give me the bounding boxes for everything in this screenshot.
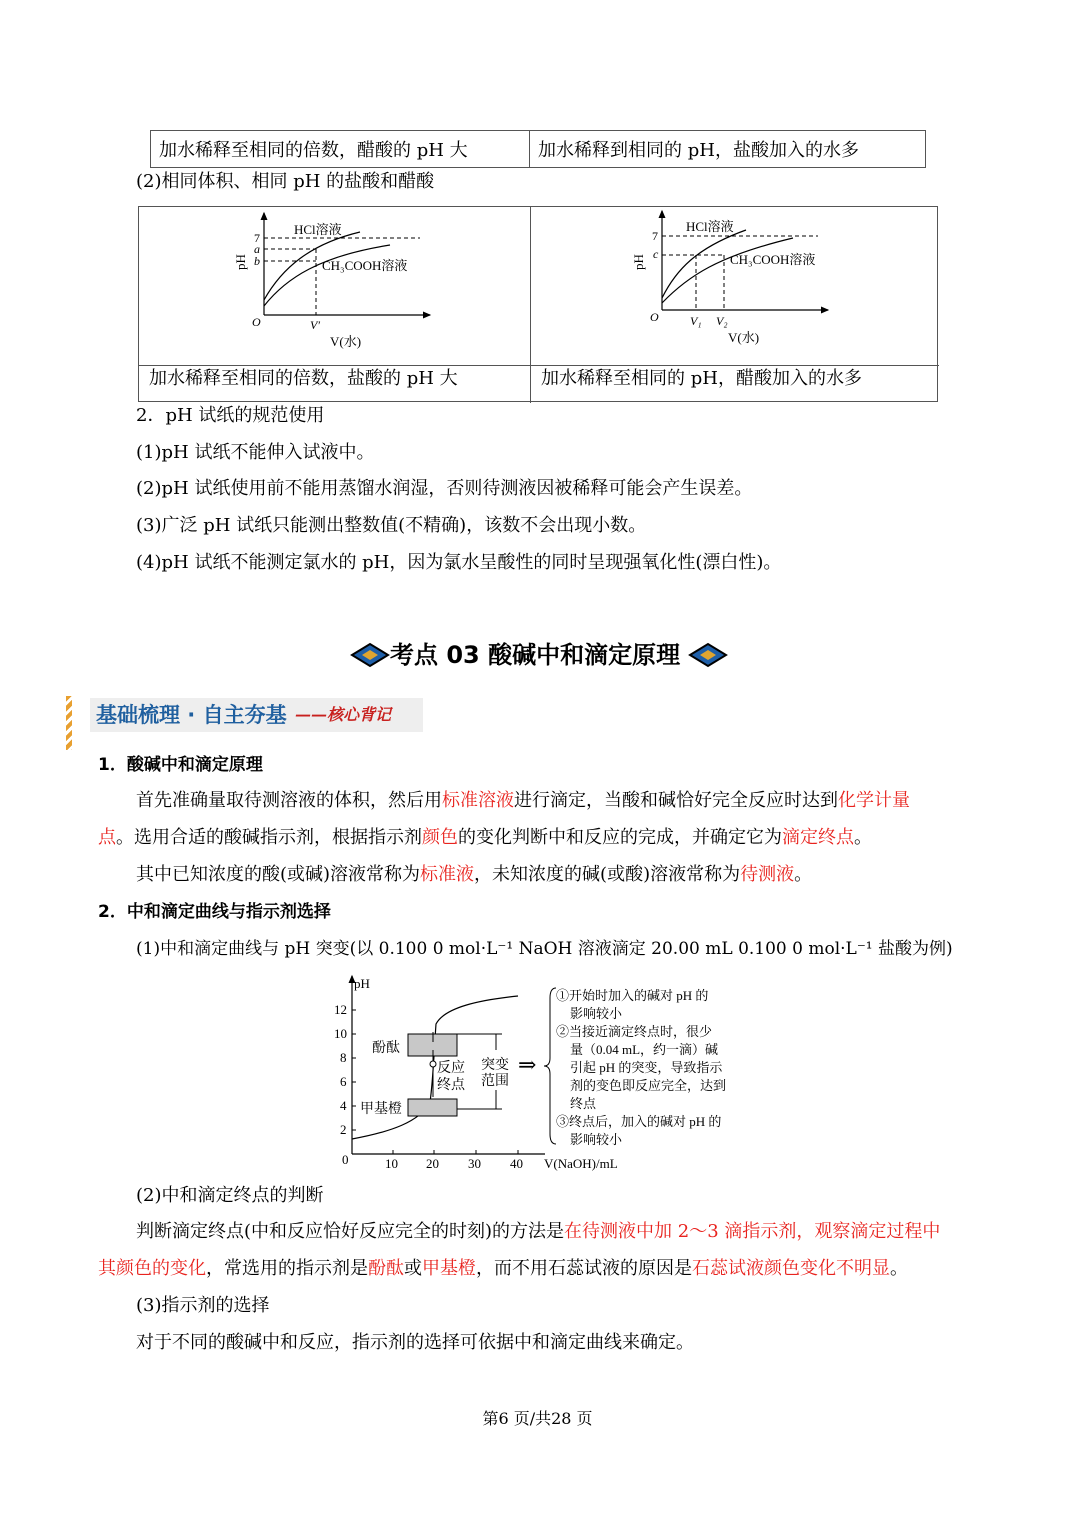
p2-sub1: (1)中和滴定曲线与 pH 突变(以 0.100 0 mol·L⁻¹ NaOH 溶液滴定 20.00 mL 0.100 0 mol·L⁻¹ 盐酸为例) [136, 939, 953, 959]
ch3cooh-curve [662, 238, 793, 303]
hcl-label: HCl溶液 [294, 222, 342, 237]
tick-7: 7 [652, 229, 658, 243]
y-tick-2: 2 [340, 1122, 347, 1137]
banner-stripe [66, 696, 72, 750]
note-line-3: ②当接近滴定终点时，很少 [556, 1024, 713, 1039]
y-tick-8: 8 [340, 1050, 347, 1065]
note-line-4: 量（0.04 mL，约一滴）碱 [570, 1042, 719, 1057]
x-tick-20: 20 [426, 1156, 439, 1171]
x-tick-v1: V₁ [690, 314, 702, 328]
p2-line2: 其颜色的变化，常选用的指示剂是酚酞或甲基橙，而不用石蕊试液的原因是石蕊试液颜色变化不明显。 [98, 1258, 908, 1279]
page-footer: 第6 页/共28 页 [482, 1409, 593, 1428]
banner-tail: ——核心背记 [295, 705, 392, 724]
hcl-label: HCl溶液 [686, 219, 734, 234]
tick-c: c [653, 247, 659, 261]
tick-b: b [254, 254, 260, 268]
dilution-graph-left [230, 208, 450, 358]
p1-line2: 点。选用合适的酸碱指示剂，根据指示剂颜色的变化判断中和反应的完成，并确定它为滴定终点。 [98, 827, 872, 848]
p2-title: 2．中和滴定曲线与指示剂选择 [98, 902, 331, 922]
p2-line1: 判断滴定终点(中和反应恰好反应完全的时刻)的方法是在待测液中加 2～3 滴指示剂，观察滴定过程中 [136, 1221, 941, 1242]
note-line-9: 影响较小 [570, 1132, 623, 1147]
p2-sub2: (2)中和滴定终点的判断 [136, 1185, 324, 1206]
note-line-7: 终点 [570, 1096, 597, 1111]
y-tick-10: 10 [334, 1026, 347, 1041]
ch3cooh-label: CH₃COOH溶液 [730, 252, 816, 267]
table2-left-cell: 加水稀释至相同的倍数，盐酸的 pH 大 [149, 368, 458, 389]
s2-item-2: (2)pH 试纸使用前不能用蒸馏水润湿，否则待测液因被稀释可能会产生误差。 [136, 478, 753, 499]
x-tick-40: 40 [510, 1156, 523, 1171]
range-label-2: 范围 [481, 1074, 509, 1089]
table1-right-cell: 加水稀释到相同的 pH，盐酸加入的水多 [530, 131, 926, 168]
y-tick-4: 4 [340, 1098, 347, 1113]
tick-a: a [254, 242, 260, 256]
s2-item-3: (3)广泛 pH 试纸只能测出整数值(不精确)，该数不会出现小数。 [136, 515, 647, 536]
s2-item-4: (4)pH 试纸不能测定氯水的 pH，因为氯水呈酸性的同时呈现强氧化性(漂白性)。 [136, 552, 782, 573]
banner [90, 698, 423, 732]
s2-item-1: (1)pH 试纸不能伸入试液中。 [136, 442, 375, 463]
x-tick-v-prime: V′ [310, 318, 320, 332]
ch3cooh-label: CH₃COOH溶液 [322, 258, 408, 273]
note-line-5: 引起 pH 的突变，导致指示 [570, 1060, 723, 1075]
banner-main: 基础梳理 · 自主夯基 [96, 703, 287, 727]
x-tick-v2: V₂ [716, 314, 728, 328]
endpoint-label-2: 终点 [437, 1078, 465, 1093]
y-axis-label: pH [354, 976, 370, 991]
p2-line3: 对于不同的酸碱中和反应，指示剂的选择可依据中和滴定曲线来确定。 [136, 1332, 694, 1353]
section-2-title: 2．pH 试纸的规范使用 [136, 405, 325, 426]
titration-curve-diagram [330, 972, 750, 1177]
phenolphthalein-label: 酚酞 [372, 1041, 400, 1056]
note-line-2: 影响较小 [570, 1006, 623, 1021]
tick-7: 7 [254, 231, 260, 245]
comparison-table-1 [150, 130, 926, 168]
note-line-1: ①开始时加入的碱对 pH 的 [556, 988, 709, 1003]
table2-right-cell: 加水稀释至相同的 pH，醋酸加入的水多 [541, 368, 862, 389]
table1-left-cell: 加水稀释至相同的倍数，醋酸的 pH 大 [151, 131, 530, 168]
note-line-6: 剂的变色即反应完全，达到 [570, 1078, 727, 1093]
origin-label: O [650, 310, 659, 324]
p1-title: 1．酸碱中和滴定原理 [98, 755, 263, 775]
x-tick-30: 30 [468, 1156, 481, 1171]
kaodian-title: 考点 03 酸碱中和滴定原理 [390, 641, 681, 669]
double-arrow-icon: ⇒ [518, 1052, 537, 1077]
dilution-graph-right [628, 208, 848, 353]
y-tick-0: 0 [342, 1152, 349, 1167]
y-tick-12: 12 [334, 1002, 347, 1017]
diamond-ornament-icon [688, 642, 728, 668]
methyl-orange-range-box [408, 1099, 457, 1116]
x-axis-label: V(水) [330, 334, 362, 349]
y-tick-6: 6 [340, 1074, 347, 1089]
origin-label: O [252, 315, 261, 329]
x-axis-label: V(NaOH)/mL [544, 1156, 618, 1171]
y-axis-label: pH [233, 254, 248, 270]
range-label-1: 突变 [481, 1058, 509, 1073]
y-axis-label: pH [631, 254, 646, 270]
kaodian-heading [350, 638, 730, 672]
methyl-orange-label: 甲基橙 [360, 1102, 402, 1117]
ch3cooh-curve [264, 245, 390, 306]
sub2-title: (2)相同体积、相同 pH 的盐酸和醋酸 [136, 171, 435, 192]
diamond-ornament-icon [350, 642, 390, 668]
note-line-8: ③终点后，加入的碱对 pH 的 [556, 1114, 722, 1129]
p1-line3: 其中已知浓度的酸(或碱)溶液常称为标准液，未知浓度的碱(或酸)溶液常称为待测液。 [136, 864, 813, 885]
x-axis-label: V(水) [728, 330, 760, 345]
endpoint-label-1: 反应 [437, 1061, 465, 1076]
x-tick-10: 10 [385, 1156, 398, 1171]
p1-line1: 首先准确量取待测溶液的体积，然后用标准溶液进行滴定，当酸和碱恰好完全反应时达到化学计量 [136, 790, 910, 811]
p2-sub3: (3)指示剂的选择 [136, 1295, 270, 1316]
